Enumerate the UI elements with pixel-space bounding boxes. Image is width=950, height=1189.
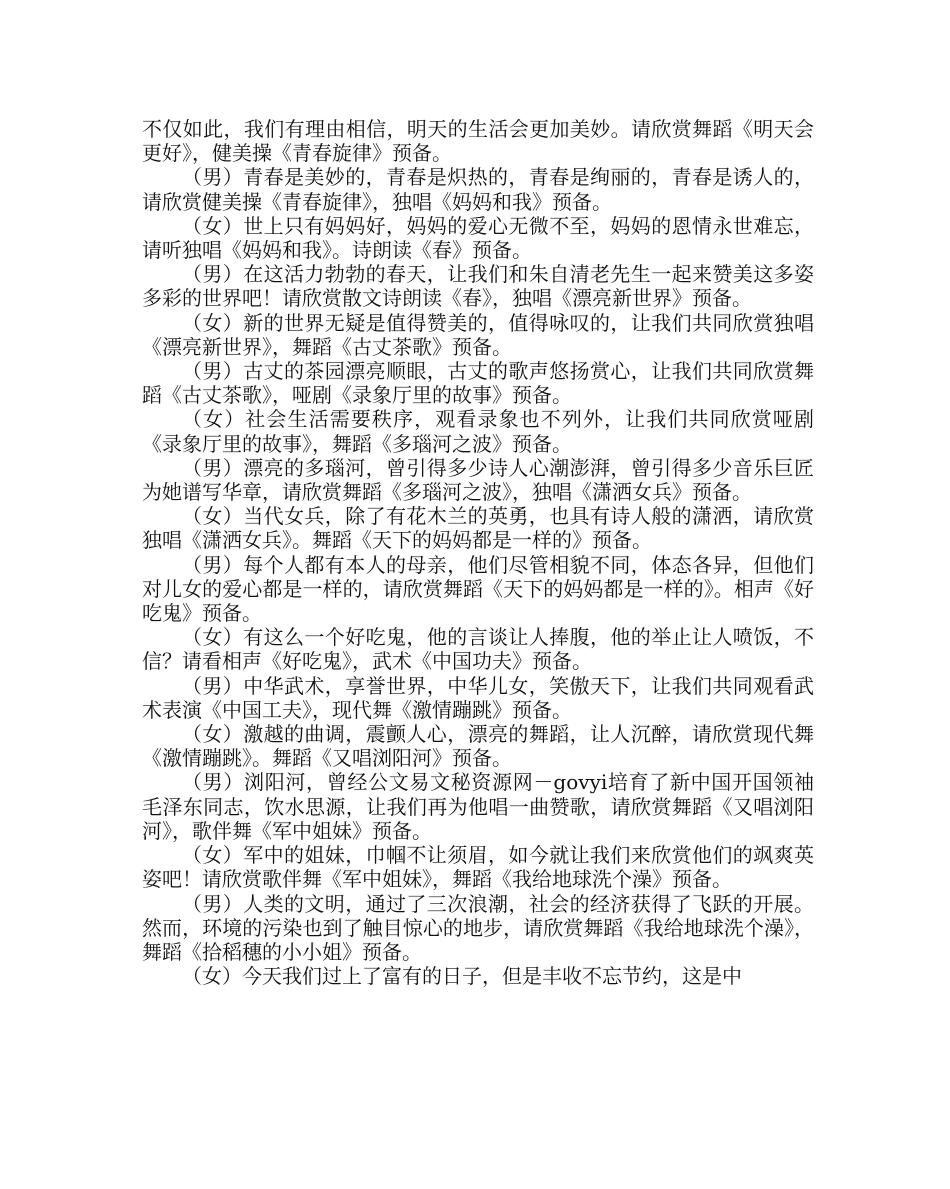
- paragraph-4: （男）在这活力勃勃的春天，让我们和朱自清老先生一起来赞美这多姿多彩的世界吧！请欣赏散文诗朗读《春》，独唱《漂亮新世界》预备。: [142, 262, 814, 311]
- paragraph-13: （女）激越的曲调，震颤人心，漂亮的舞蹈，让人沉醉，请欣赏现代舞《激情蹦跳》。舞蹈《又唱浏阳河》预备。: [142, 722, 814, 771]
- paragraph-5: （女）新的世界无疑是值得赞美的，值得咏叹的，让我们共同欣赏独唱《漂亮新世界》，舞蹈《古丈茶歌》预备。: [142, 310, 814, 359]
- paragraph-1: 不仅如此，我们有理由相信，明天的生活会更加美妙。请欣赏舞蹈《明天会更好》，健美操《青春旋律》预备。: [142, 117, 814, 166]
- paragraph-10: （男）每个人都有本人的母亲，他们尽管相貌不同，体态各异，但他们对儿女的爱心都是一样的，请欣赏舞蹈《天下的妈妈都是一样的》。相声《好吃鬼》预备。: [142, 552, 814, 626]
- paragraph-2: （男）青春是美妙的，青春是炽热的，青春是绚丽的，青春是诱人的，请欣赏健美操《青春旋律》，独唱《妈妈和我》预备。: [142, 165, 814, 214]
- paragraph-17: （女）今天我们过上了富有的日子，但是丰收不忘节约，这是中: [182, 964, 742, 989]
- paragraph-11: （女）有这么一个好吃鬼，他的言谈让人捧腹，他的举止让人喷饭，不信？请看相声《好吃鬼》，武术《中国功夫》预备。: [142, 625, 814, 674]
- paragraph-7: （女）社会生活需要秩序，观看录象也不列外，让我们共同欣赏哑剧《录象厅里的故事》，舞蹈《多瑙河之波》预备。: [142, 407, 814, 456]
- paragraph-6: （男）古丈的茶园漂亮顺眼，古丈的歌声悠扬赏心，让我们共同欣赏舞蹈《古丈茶歌》，哑剧《录象厅里的故事》预备。: [142, 359, 814, 408]
- paragraph-15: （女）军中的姐妹，巾帼不让须眉，如今就让我们来欣赏他们的飒爽英姿吧！请欣赏歌伴舞《军中姐妹》，舞蹈《我给地球洗个澡》预备。: [142, 843, 814, 892]
- paragraph-3: （女）世上只有妈妈好，妈妈的爱心无微不至，妈妈的恩情永世难忘，请听独唱《妈妈和我》。诗朗读《春》预备。: [142, 213, 814, 263]
- document-page: [142, 117, 814, 988]
- paragraph-12: （男）中华武术，享誉世界，中华儿女，笑傲天下，让我们共同观看武术表演《中国工夫》，现代舞《激情蹦跳》预备。: [142, 673, 814, 722]
- paragraph-16: （男）人类的文明，通过了三次浪潮，社会的经济获得了飞跃的开展。然而，环境的污染也到了触目惊心的地步，请欣赏舞蹈《我给地球洗个澡》，舞蹈《拾稻穗的小小姐》预备。: [142, 891, 814, 964]
- paragraph-14: （男）浏阳河，曾经公文易文秘资源网－govyi培育了新中国开国领袖毛泽东同志，饮水思源，让我们再为他唱一曲赞歌，请欣赏舞蹈《又唱浏阳河》，歌伴舞《军中姐妹》预备。: [142, 770, 814, 843]
- paragraph-8: （男）漂亮的多瑙河，曾引得多少诗人心潮澎湃，曾引得多少音乐巨匠为她谱写华章，请欣赏舞蹈《多瑙河之波》，独唱《潇洒女兵》预备。: [142, 455, 814, 505]
- paragraph-9: （女）当代女兵，除了有花木兰的英勇，也具有诗人般的潇洒，请欣赏独唱《潇洒女兵》。舞蹈《天下的妈妈都是一样的》预备。: [142, 504, 814, 553]
